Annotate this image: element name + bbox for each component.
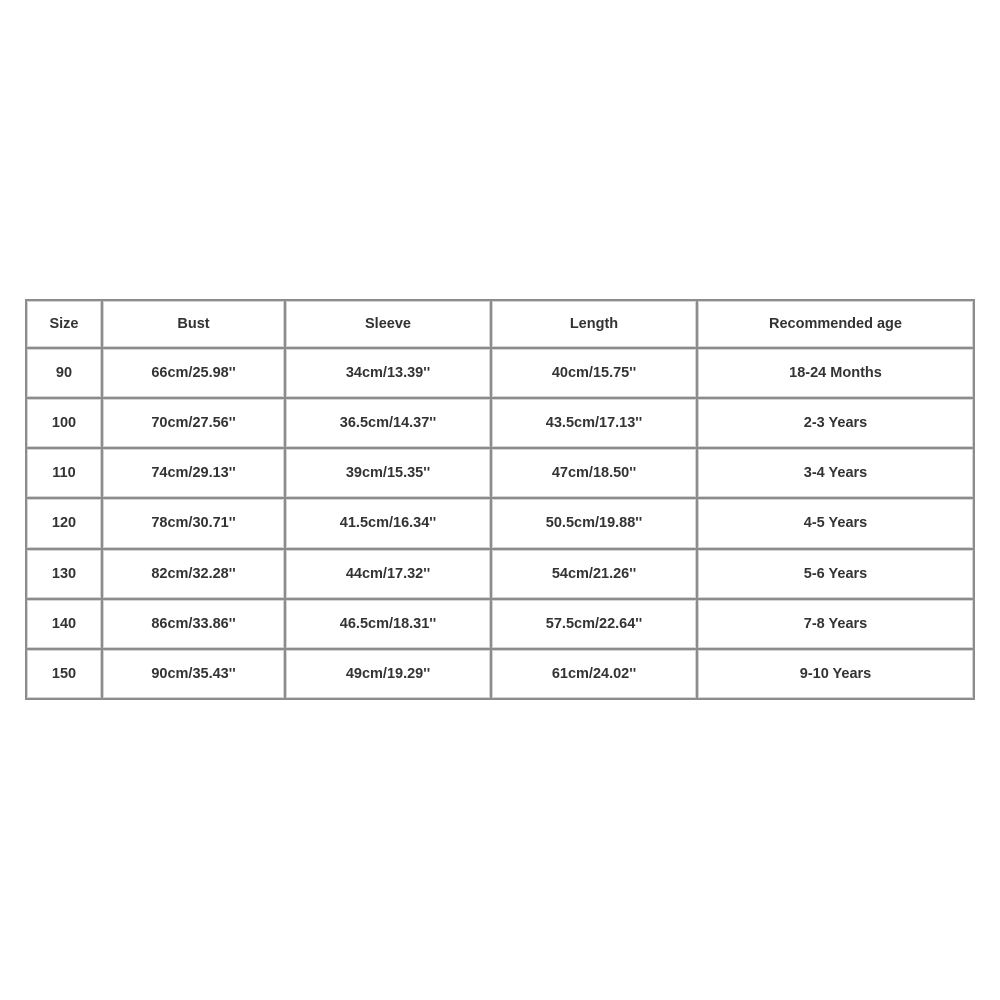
- cell-sleeve: 49cm/19.29'': [285, 649, 491, 699]
- cell-length: 50.5cm/19.88'': [491, 498, 697, 548]
- cell-recommended-age: 18-24 Months: [697, 348, 974, 398]
- cell-length: 43.5cm/17.13'': [491, 398, 697, 448]
- cell-size: 140: [26, 599, 102, 649]
- table-row: [26, 599, 974, 649]
- table-row: [26, 398, 974, 448]
- cell-length: 57.5cm/22.64'': [491, 599, 697, 649]
- cell-bust: 66cm/25.98'': [102, 348, 285, 398]
- cell-sleeve: 44cm/17.32'': [285, 549, 491, 599]
- table-row: [26, 448, 974, 498]
- cell-length: 61cm/24.02'': [491, 649, 697, 699]
- table-row: [26, 649, 974, 699]
- table-row: [26, 348, 974, 398]
- cell-bust: 78cm/30.71'': [102, 498, 285, 548]
- cell-bust: 74cm/29.13'': [102, 448, 285, 498]
- cell-size: 130: [26, 549, 102, 599]
- cell-recommended-age: 4-5 Years: [697, 498, 974, 548]
- cell-sleeve: 46.5cm/18.31'': [285, 599, 491, 649]
- header-recommended-age: Recommended age: [697, 300, 974, 348]
- cell-size: 100: [26, 398, 102, 448]
- cell-length: 47cm/18.50'': [491, 448, 697, 498]
- cell-bust: 82cm/32.28'': [102, 549, 285, 599]
- cell-length: 40cm/15.75'': [491, 348, 697, 398]
- cell-sleeve: 36.5cm/14.37'': [285, 398, 491, 448]
- cell-size: 150: [26, 649, 102, 699]
- cell-sleeve: 39cm/15.35'': [285, 448, 491, 498]
- cell-size: 120: [26, 498, 102, 548]
- cell-recommended-age: 5-6 Years: [697, 549, 974, 599]
- table-header-row: [26, 300, 974, 348]
- cell-recommended-age: 3-4 Years: [697, 448, 974, 498]
- size-chart-table: [25, 299, 975, 700]
- cell-sleeve: 41.5cm/16.34'': [285, 498, 491, 548]
- cell-size: 90: [26, 348, 102, 398]
- cell-bust: 86cm/33.86'': [102, 599, 285, 649]
- cell-recommended-age: 7-8 Years: [697, 599, 974, 649]
- table-row: [26, 549, 974, 599]
- table-row: [26, 498, 974, 548]
- cell-sleeve: 34cm/13.39'': [285, 348, 491, 398]
- cell-bust: 90cm/35.43'': [102, 649, 285, 699]
- cell-bust: 70cm/27.56'': [102, 398, 285, 448]
- header-length: Length: [491, 300, 697, 348]
- cell-recommended-age: 9-10 Years: [697, 649, 974, 699]
- header-sleeve: Sleeve: [285, 300, 491, 348]
- cell-recommended-age: 2-3 Years: [697, 398, 974, 448]
- cell-length: 54cm/21.26'': [491, 549, 697, 599]
- header-bust: Bust: [102, 300, 285, 348]
- cell-size: 110: [26, 448, 102, 498]
- header-size: Size: [26, 300, 102, 348]
